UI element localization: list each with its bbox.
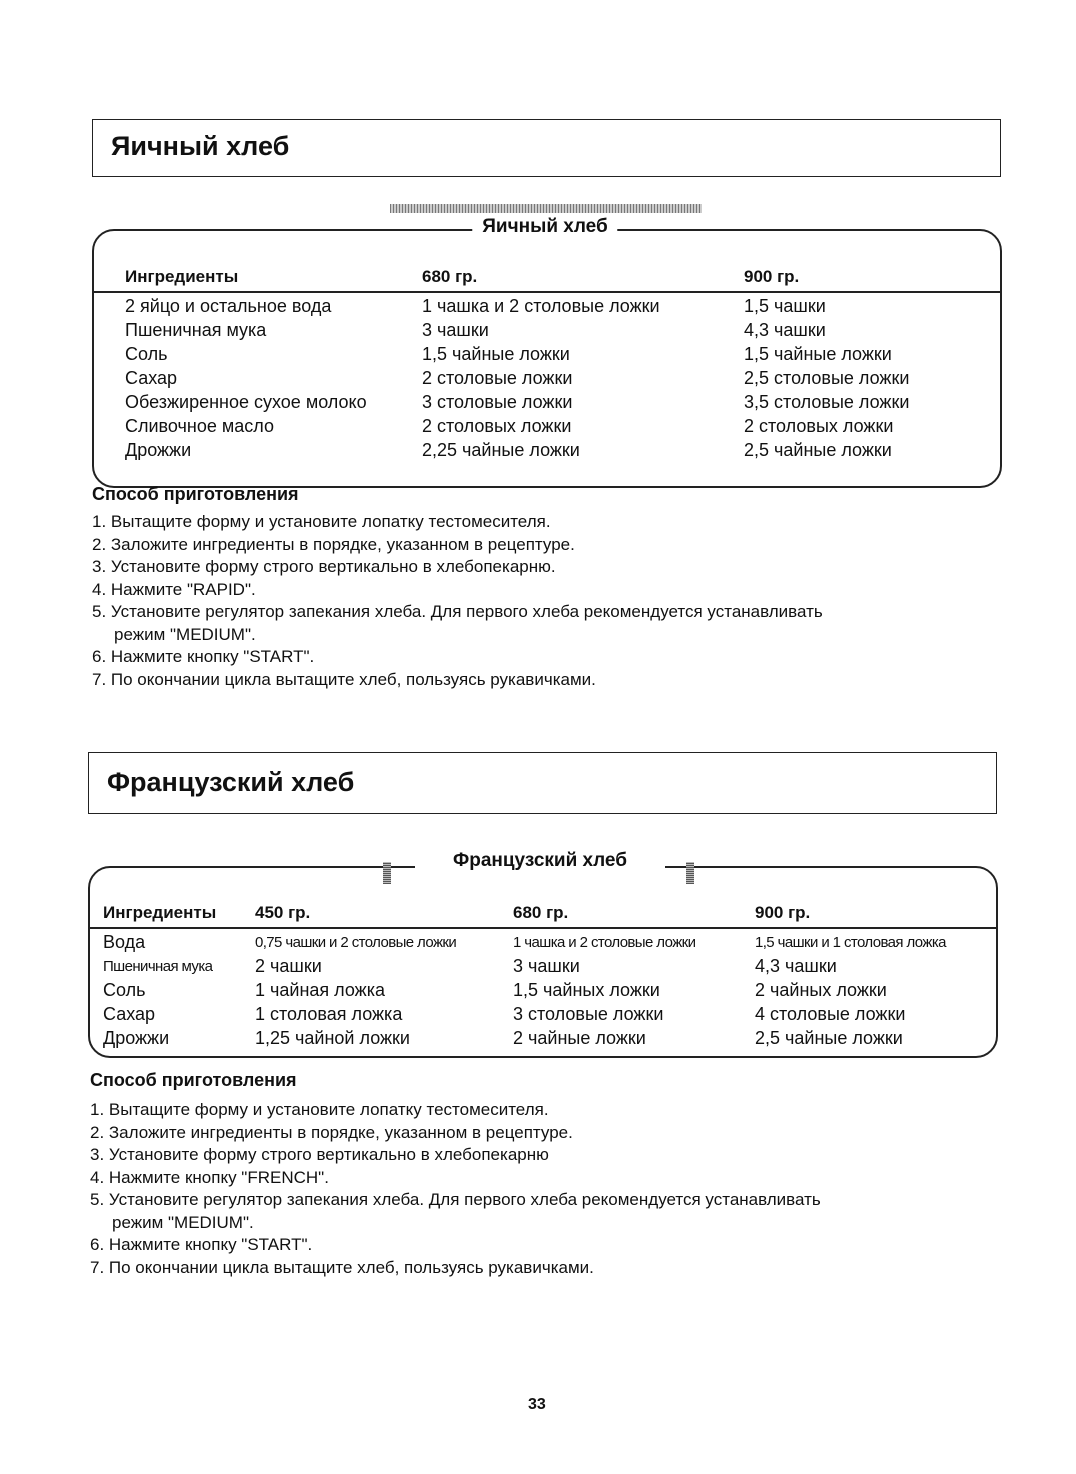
column-header: 680 гр. — [422, 267, 478, 286]
table-cell: Пшеничная мука — [103, 958, 213, 975]
method-step: 5. Установите регулятор запекания хлеба. Для первого хлеба рекомендуется устанавливать — [90, 1190, 821, 1209]
method-step: 5. Установите регулятор запекания хлеба. Для первого хлеба рекомендуется устанавливать — [92, 602, 823, 621]
table-cell: 1 чашка и 2 столовые ложки — [422, 296, 660, 316]
column-header: 900 гр. — [744, 267, 800, 286]
table-cell: Дрожжи — [103, 1028, 170, 1048]
table-cell: 1 столовая ложка — [255, 1004, 403, 1024]
method-step: режим "MEDIUM". — [114, 624, 256, 644]
column-header: Ингредиенты — [125, 267, 239, 286]
table-cell: Сахар — [103, 1004, 156, 1024]
table-cell: 2 чайные ложки — [513, 1028, 646, 1048]
table-cell: 0,75 чашки и 2 столовые ложки — [255, 934, 457, 951]
table-cell: 1,5 чашки — [744, 296, 826, 316]
table-cell: Дрожжи — [125, 440, 192, 460]
header-divider — [92, 291, 1000, 293]
method-step: 1. Вытащите форму и установите лопатку тестомесителя. — [90, 1100, 549, 1119]
method-step: 2. Заложите ингредиенты в порядке, указанном в рецептуре. — [92, 534, 575, 554]
section-heading-box-egg — [92, 119, 1001, 177]
table-cell: 2,5 чайные ложки — [755, 1028, 903, 1048]
table-cell: 3 столовые ложки — [422, 392, 573, 412]
table-cell: 1,25 чайной ложки — [255, 1028, 410, 1048]
table-cell: 2,25 чайные ложки — [422, 440, 580, 460]
table-cell: 2 яйцо и остальное вода — [125, 296, 332, 316]
table-title: Французский хлеб — [415, 850, 665, 872]
method-step: 1. Вытащите форму и установите лопатку тестомесителя. — [92, 512, 551, 531]
table-cell: 3 столовые ложки — [513, 1004, 664, 1024]
table-cell: Соль — [103, 980, 146, 1000]
table-cell: Обезжиренное сухое молоко — [125, 392, 367, 412]
method-step: 2. Заложите ингредиенты в порядке, указанном в рецептуре. — [90, 1122, 573, 1142]
method-step: 3. Установите форму строго вертикально в хлебопекарню. — [92, 557, 556, 576]
method-step: 6. Нажмите кнопку "START". — [90, 1235, 313, 1254]
title-marker — [686, 862, 694, 884]
column-header: 450 гр. — [255, 903, 311, 922]
method-step: режим "MEDIUM". — [112, 1212, 254, 1232]
method-step: 4. Нажмите "RAPID". — [92, 579, 256, 599]
table-cell: 1,5 чайные ложки — [422, 344, 570, 364]
table-cell: 4,3 чашки — [744, 320, 826, 340]
method-step: 4. Нажмите кнопку "FRENCH". — [90, 1167, 329, 1187]
method-step: 7. По окончании цикла вытащите хлеб, пользуясь рукавичками. — [92, 669, 596, 689]
table-cell: 2,5 чайные ложки — [744, 440, 892, 460]
table-cell: 3 чашки — [422, 320, 489, 340]
table-cell: 3,5 столовые ложки — [744, 392, 910, 412]
section-heading-box-french — [88, 752, 997, 814]
header-divider — [88, 927, 996, 929]
table-cell: 2,5 столовые ложки — [744, 368, 910, 388]
method-step: 6. Нажмите кнопку "START". — [92, 647, 315, 666]
title-marker — [383, 862, 391, 884]
method-step: 3. Установите форму строго вертикально в хлебопекарню — [90, 1145, 549, 1164]
table-title: Яичный хлеб — [472, 216, 617, 238]
table-cell: Сахар — [125, 368, 178, 388]
table-cell: 1,5 чайные ложки — [744, 344, 892, 364]
table-cell: 4 столовые ложки — [755, 1004, 906, 1024]
table-cell: 2 столовых ложки — [744, 416, 894, 436]
section-heading: Французский хлеб — [107, 767, 355, 797]
method-heading: Способ приготовления — [90, 1070, 297, 1090]
title-band — [390, 204, 702, 213]
table-cell: 3 чашки — [513, 956, 580, 976]
table-cell: Вода — [103, 932, 146, 952]
table-cell: 1 чайная ложка — [255, 980, 385, 1000]
table-cell: Сливочное масло — [125, 416, 274, 436]
page-number: 33 — [528, 1396, 546, 1413]
table-cell: 2 чашки — [255, 956, 322, 976]
table-cell: Соль — [125, 344, 168, 364]
table-cell: 2 столовые ложки — [422, 368, 573, 388]
table-cell: 1,5 чайных ложки — [513, 980, 660, 1000]
section-heading: Яичный хлеб — [111, 131, 290, 161]
table-cell: 4,3 чашки — [755, 956, 837, 976]
table-cell: 2 столовых ложки — [422, 416, 572, 436]
method-step: 7. По окончании цикла вытащите хлеб, пользуясь рукавичками. — [90, 1257, 594, 1277]
column-header: 680 гр. — [513, 903, 569, 922]
table-cell: 1 чашка и 2 столовые ложки — [513, 934, 696, 951]
column-header: 900 гр. — [755, 903, 811, 922]
table-cell: Пшеничная мука — [125, 320, 267, 340]
method-heading: Способ приготовления — [92, 484, 299, 504]
table-cell: 1,5 чашки и 1 столовая ложка — [755, 934, 946, 951]
table-cell: 2 чайных ложки — [755, 980, 887, 1000]
column-header: Ингредиенты — [103, 903, 217, 922]
